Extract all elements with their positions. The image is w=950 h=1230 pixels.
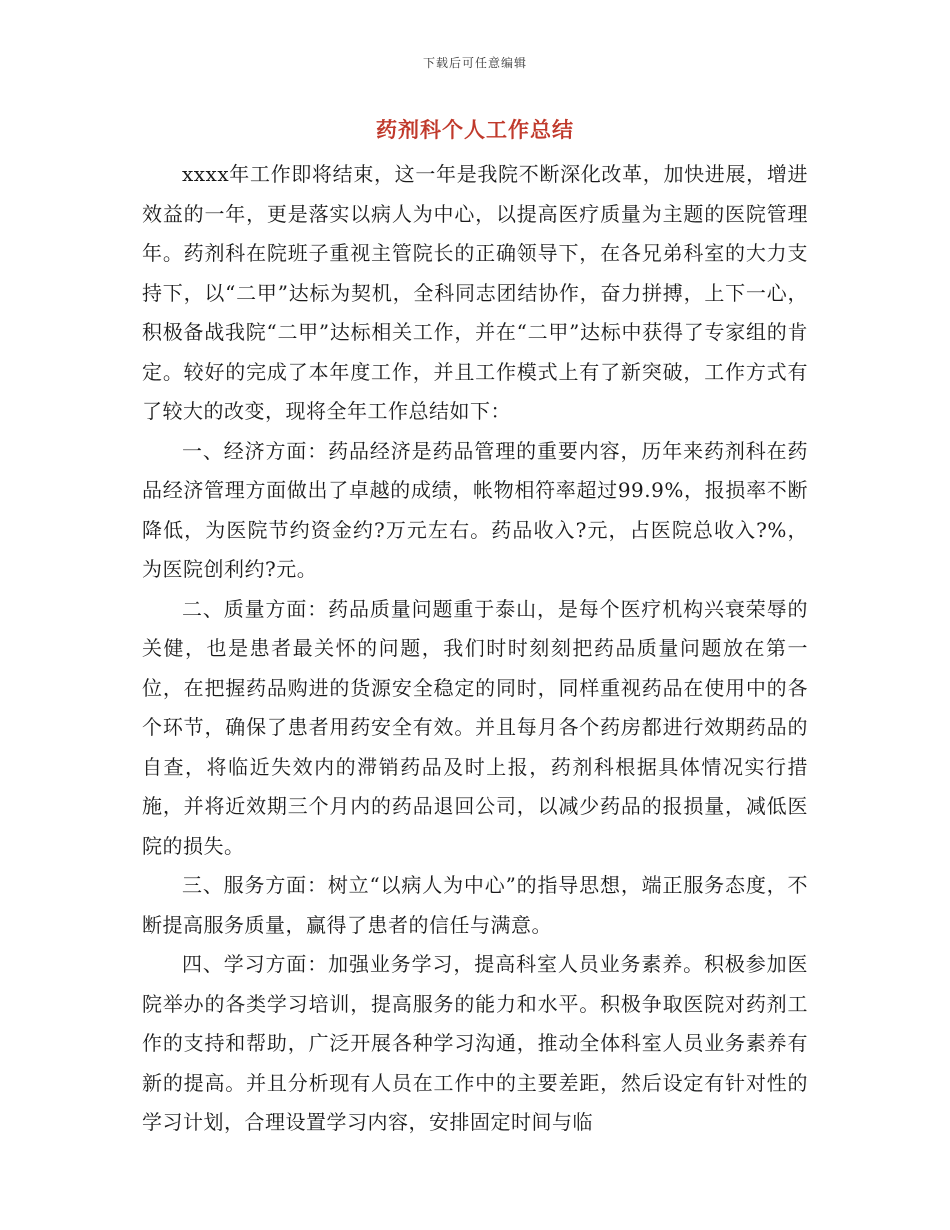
paragraph-study: 四、学习方面：加强业务学习，提高科室人员业务素养。积极参加医院举办的各类学习培训，提高服务的能力和水平。积极争取医院对药剂工作的支持和帮助，广泛开展各种学习沟通，推动全体科室人员业务素养有新的提高。并且分析现有人员在工作中的主要差距，然后设定有针对性的学习计划，合理设置学习内容，安排固定时间与临 (142, 952, 808, 1134)
paragraph-economy: 一、经济方面：药品经济是药品管理的重要内容，历年来药剂科在药品经济管理方面做出了卓越的成绩，帐物相符率超过99.9%，报损率不断降低，为医院节约资金约?万元左右。药品收入?元，占医院总收入?%，为医院创利约?元。 (142, 438, 808, 581)
header-note: 下载后可任意编辑 (422, 56, 527, 70)
document-body (142, 155, 808, 1143)
paragraph-service: 三、服务方面：树立“以病人为中心”的指导思想，端正服务态度，不断提高服务质量，赢得了患者的信任与满意。 (142, 873, 808, 937)
document-title: 药剂科个人工作总结 (376, 118, 574, 142)
paragraph-intro: xxxx年工作即将结束，这一年是我院不断深化改革，加快进展，增进效益的一年，更是落实以病人为中心，以提高医疗质量为主题的医院管理年。药剂科在院班子重视主管院长的正确领导下，在各兄弟科室的大力支持下，以“二甲”达标为契机，全科同志团结协作，奋力拼搏，上下一心，积极备战我院“二甲”达标相关工作，并在“二甲”达标中获得了专家组的肯定。较好的完成了本年度工作，并且工作模式上有了新突破，工作方式有了较大的改变，现将全年工作总结如下： (142, 162, 808, 423)
paragraph-quality: 二、质量方面：药品质量问题重于泰山，是每个医疗机构兴衰荣辱的关健，也是患者最关怀的问题，我们时时刻刻把药品质量问题放在第一位，在把握药品购进的货源安全稳定的同时，同样重视药品在使用中的各个环节，确保了患者用药安全有效。并且每月各个药房都进行效期药品的自查，将临近失效内的滞销药品及时上报，药剂科根据具体情况实行措施，并将近效期三个月内的药品退回公司，以减少药品的报损量，减低医院的损失。 (142, 596, 808, 858)
